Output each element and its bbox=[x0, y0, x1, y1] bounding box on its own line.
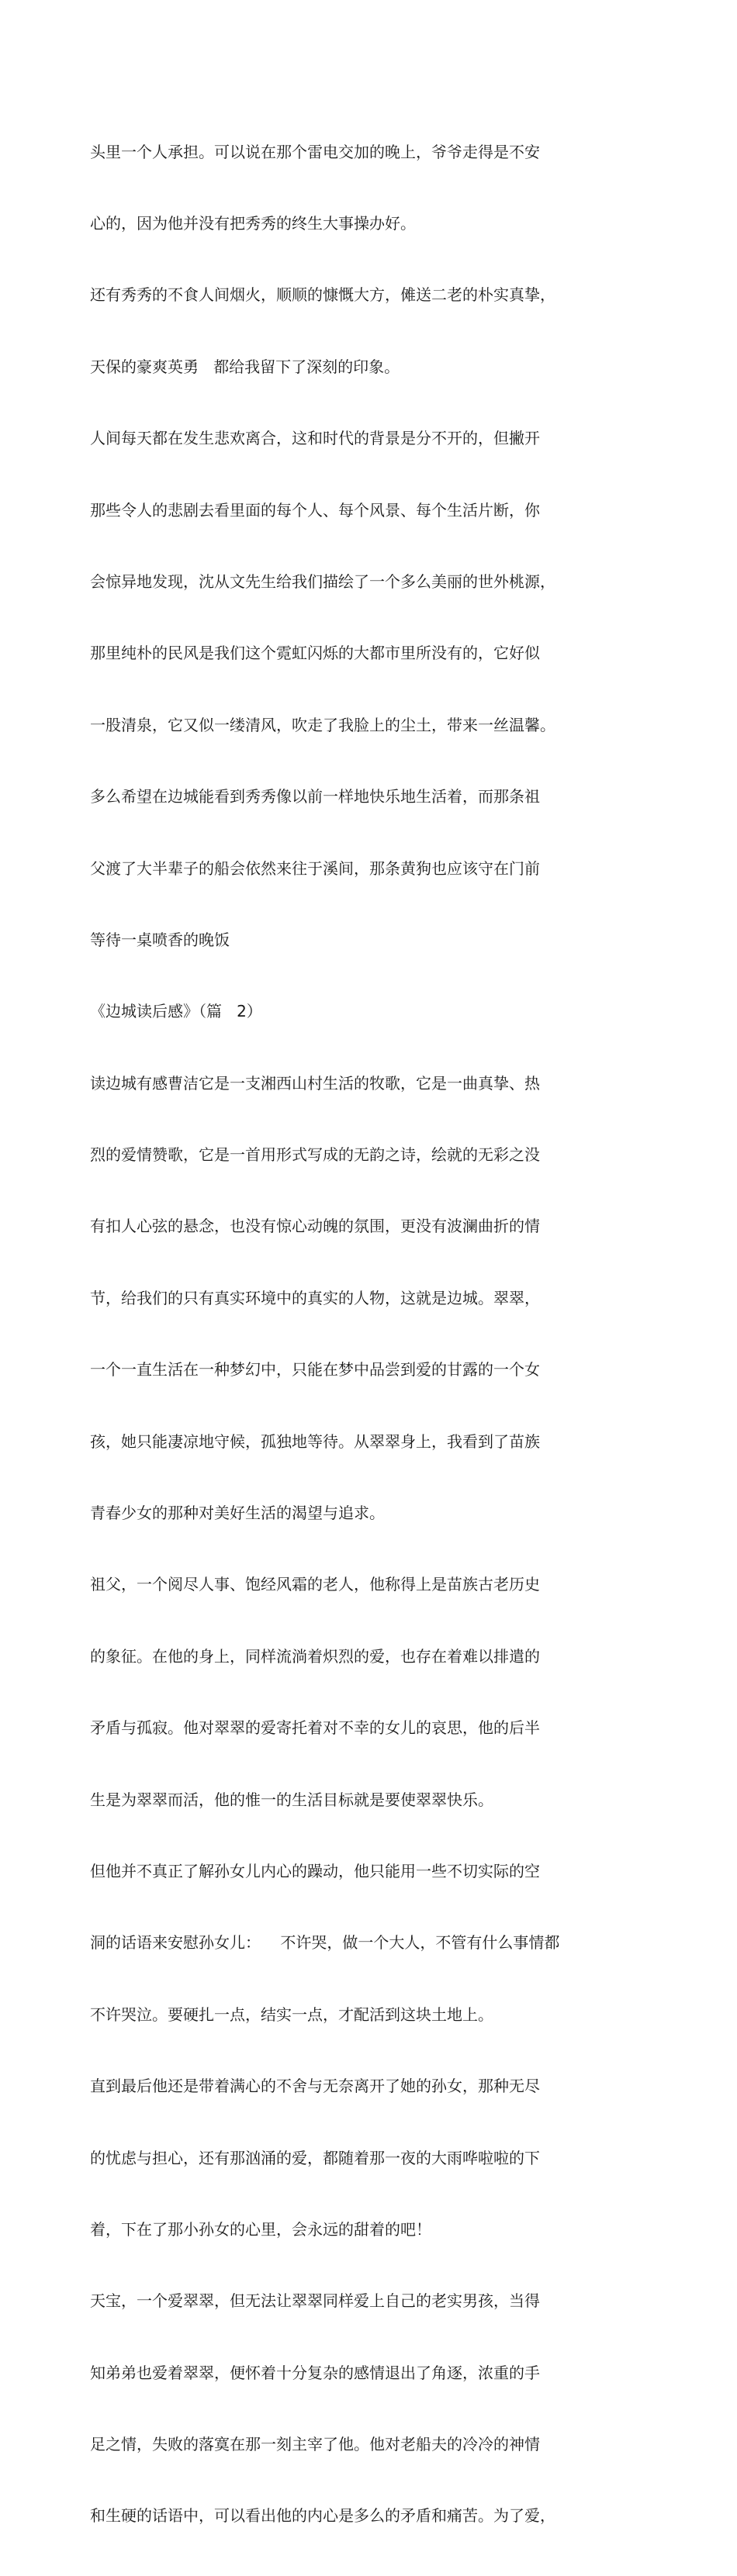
text-line: 那些令人的悲剧去看里面的每个人、每个风景、每个生活片断，你 bbox=[90, 500, 540, 520]
text-line: 天保的豪爽英勇 都给我留下了深刻的印象。 bbox=[90, 357, 400, 376]
text-line: 还有秀秀的不食人间烟火，顺顺的慷慨大方，傩送二老的朴实真挚， bbox=[90, 285, 555, 305]
text-line: 着，下在了那小孙女的心里，会永远的甜着的吧！ bbox=[90, 2219, 431, 2239]
text-line: 一个一直生活在一种梦幻中，只能在梦中品尝到爱的甘露的一个女 bbox=[90, 1360, 540, 1380]
text-line: 孩，她只能凄凉地守候，孤独地等待。从翠翠身上，我看到了苗族 bbox=[90, 1431, 540, 1451]
text-line: 父渡了大半辈子的船会依然来往于溪间，那条黄狗也应该守在门前 bbox=[90, 858, 540, 878]
text-line: 不许哭泣。要硬扎一点，结实一点，才配活到这块土地上。 bbox=[90, 2005, 493, 2024]
text-line: 洞的话语来安慰孙女儿： 不许哭，做一个大人，不管有什么事情都 bbox=[90, 1933, 560, 1953]
text-line: 和生硬的话语中，可以看出他的内心是多么的矛盾和痛苦。为了爱， bbox=[90, 2506, 555, 2526]
text-line: 生是为翠翠而活，他的惟一的生活目标就是要使翠翠快乐。 bbox=[90, 1790, 493, 1809]
text-line: 有扣人心弦的悬念，也没有惊心动魄的氛围，更没有波澜曲折的情 bbox=[90, 1217, 540, 1236]
text-line: 的象征。在他的身上，同样流淌着炽烈的爱，也存在着难以排遣的 bbox=[90, 1646, 540, 1666]
text-line: 天宝，一个爱翠翠，但无法让翠翠同样爱上自己的老实男孩，当得 bbox=[90, 2291, 540, 2311]
text-line: 直到最后他还是带着满心的不舍与无奈离开了她的孙女，那种无尽 bbox=[90, 2077, 540, 2096]
text-line: 会惊异地发现，沈从文先生给我们描绘了一个多么美丽的世外桃源， bbox=[90, 571, 555, 591]
text-line: 的忧虑与担心，还有那汹涌的爱，都随着那一夜的大雨哗啦啦的下 bbox=[90, 2148, 540, 2167]
text-line: 心的，因为他并没有把秀秀的终生大事操办好。 bbox=[90, 213, 416, 233]
section-heading: 《边城读后感》（篇 2） bbox=[90, 1002, 262, 1021]
text-line: 头里一个人承担。可以说在那个雷电交加的晚上，爷爷走得是不安 bbox=[90, 142, 540, 161]
text-line: 矛盾与孤寂。他对翠翠的爱寄托着对不幸的女儿的哀思，他的后半 bbox=[90, 1718, 540, 1738]
text-line: 知弟弟也爱着翠翠，便怀着十分复杂的感情退出了角逐，浓重的手 bbox=[90, 2363, 540, 2382]
text-line: 人间每天都在发生悲欢离合，这和时代的背景是分不开的，但撇开 bbox=[90, 429, 540, 448]
text-line: 青春少女的那种对美好生活的渴望与追求。 bbox=[90, 1504, 385, 1523]
text-line: 等待一桌喷香的晚饭 bbox=[90, 930, 230, 949]
text-line: 节，给我们的只有真实环境中的真实的人物，这就是边城。翠翠， bbox=[90, 1288, 540, 1307]
text-line: 但他并不真正了解孙女儿内心的躁动，他只能用一些不切实际的空 bbox=[90, 1861, 540, 1880]
text-line: 烈的爱情赞歌，它是一首用形式写成的无韵之诗，绘就的无彩之没 bbox=[90, 1145, 540, 1165]
text-line: 多么希望在边城能看到秀秀像以前一样地快乐地生活着，而那条祖 bbox=[90, 787, 540, 806]
text-line: 那里纯朴的民风是我们这个霓虹闪烁的大都市里所没有的，它好似 bbox=[90, 644, 540, 663]
text-line: 足之情，失败的落寞在那一刻主宰了他。他对老船夫的冷冷的神情 bbox=[90, 2435, 540, 2454]
body-text bbox=[90, 92, 618, 2576]
text-line: 祖父，一个阅尽人事、饱经风霜的老人，他称得上是苗族古老历史 bbox=[90, 1575, 540, 1594]
text-line: 读边城有感曹洁它是一支湘西山村生活的牧歌，它是一曲真挚、热 bbox=[90, 1073, 540, 1093]
text-line: 一股清泉，它又似一缕清风，吹走了我脸上的尘土，带来一丝温馨。 bbox=[90, 715, 555, 734]
